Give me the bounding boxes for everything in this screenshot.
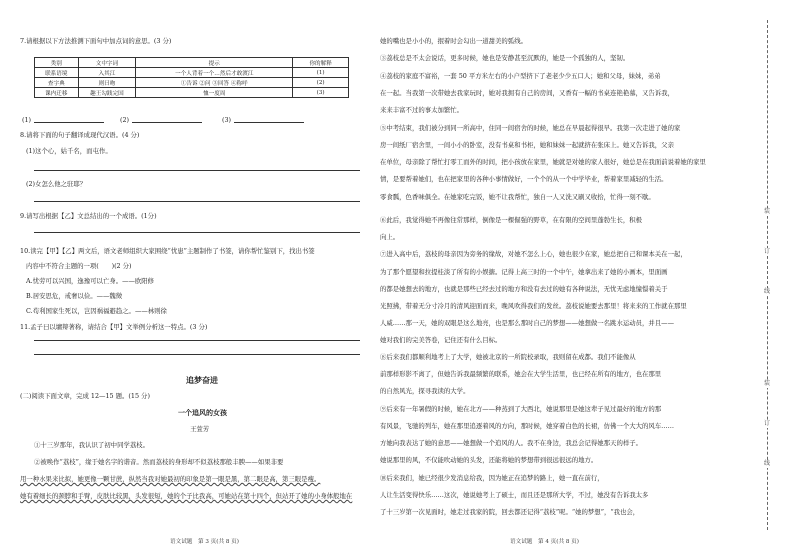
question-11: 11.孟子曰以墉辩著称，请结合【甲】文举例分析这一特点。(3 分) [20, 323, 208, 331]
paragraph-7-line: 人威……那一天，她的双眼是这么地亮，也是那么那时自己的梦想——她想做一名跳水运动员，并且—— [380, 319, 674, 327]
answer-line[interactable] [34, 232, 360, 233]
paragraph-7-line: 为了那个愿望和拉提桂淡了所有的小娱搪。记得上高三时的一个中午，她拿出来了她的小画本，里面画 [380, 268, 668, 276]
paragraph-2-line1: ②被唤作“荔枝”，缘于她名字的谐音。然而荔枝的身形却不似荔枝那般丰腴——如果非要 [34, 458, 284, 466]
binding-label: 订 [763, 420, 770, 427]
answer-blank-2[interactable] [132, 114, 202, 123]
table-row [35, 78, 349, 88]
paragraph-9-line: ⑨后来有一年暑假的时候，她在北方——种蒸到了大西北，她说那里是她这辈子见过最好的地方的那 [380, 405, 662, 413]
table-cell: (3) [293, 88, 349, 98]
right-page [370, 0, 730, 554]
paragraph-5-line: ⑤中考结束，我们被分到同一所高中，住同一间宿舍的时候，她总在早晨起得很早。我第一次走进了她的家 [380, 124, 681, 132]
table-cell: 一个人背着一个…然后才敢渡江 [136, 68, 293, 78]
paragraph-9-line: 她说那里的风，不仅能吹动她的头发，还能将她的梦想带到很远很远的地方。 [380, 456, 598, 464]
paragraph-7-line: ⑦进入高中后，荔枝的母亲因为旁务的缘故，对她不怎么上心，她也很少在家，她总把自己和课本关在一起， [380, 250, 687, 258]
page-footer: 语文试题 第 3 页(共 8 页) [170, 539, 239, 545]
article-title: 一个追风的女孩 [178, 408, 227, 417]
paragraph-4-line: ④荔枝的家庭不富裕，一套 50 平方米左右的小户型挤下了老老少少五口人；她和父母，妹妹，弟弟 [380, 72, 661, 80]
answer-line[interactable] [34, 170, 360, 171]
binding-label: 装 [763, 380, 770, 387]
answer-line[interactable] [34, 201, 360, 202]
table-header: 你的解释 [293, 58, 349, 68]
page-footer: 语文试题 第 4 页(共 8 页) [510, 539, 579, 545]
table-cell: 趣王勾践完国 [78, 88, 136, 98]
table-header: 类别 [35, 58, 79, 68]
binding-label: 装 [763, 208, 770, 215]
question-8-2: (2)女怎么他之驻耶？ [26, 180, 87, 188]
paragraph-6-line: ⑥此后，我觉得她不再像往常那样，倒像是一棵倔强的野草，在有限的空间里蓬勃生长，积极 [380, 216, 643, 224]
binding-margin [740, 0, 780, 554]
table-cell: 恤一度周 [136, 88, 293, 98]
question-8: 8.请将下面的句子翻译成现代汉语。(4 分) [20, 131, 140, 139]
paragraph-7-line: 她对我们的完美答卷，记住还有什么目标。 [380, 336, 502, 344]
binding-dashed-line [767, 20, 768, 530]
paragraph-3: ③荔枝总是不太会说话，更多时候，她也是安静甚至沉默的，她是一个孤独的人，坚韧。 [380, 54, 630, 62]
paragraph-10-line: 人让生活变得快乐……这次，她说她考上了硕士，而且还是那所大学，不过，她没有告诉我太多 [380, 491, 649, 499]
question-10-line2: 内容中不符合主题的一项( )(2 分) [26, 262, 132, 270]
table-cell: (2) [293, 78, 349, 88]
section-intro: (二)阅读下面文章，完成 12—15 题。(15 分) [20, 392, 150, 400]
paragraph-1: ①十三岁那年，我认识了初中同学荔枝。 [34, 441, 150, 449]
paragraph-6-line: 向上。 [380, 233, 400, 241]
paragraph-9-line: 方她向我表达了她的意思——她想做一个追风的人。我不在身边，我总会记得她那天的样子。 [380, 439, 643, 447]
table-row [35, 88, 349, 98]
answer-label-1: (1) [22, 116, 32, 124]
question-9: 9.请写出根据【乙】文总结出的一个成语。(1分) [20, 212, 157, 220]
table-cell: 联系语境 [35, 68, 79, 78]
left-page [10, 0, 387, 554]
question-8-1: (1)这个心，姑千名，而屯作。 [26, 147, 112, 155]
answer-blank-1[interactable] [34, 114, 104, 123]
author: 王萱芳 [190, 425, 210, 433]
paragraph-5-line: 零食瓢，色香味俱全。在她家吃完饭，她不让我帮忙，独自一人又洗又刷又收拾，忙得一刻不歇。 [380, 193, 655, 201]
table-cell: 查字典 [35, 78, 79, 88]
option-a[interactable]: A.忧劳可以兴国，逸豫可以亡身。——欧阳修 [26, 277, 155, 285]
binding-label: 订 [763, 248, 770, 255]
answer-line[interactable] [34, 340, 360, 341]
paragraph-2-line3: 她有着细长的颈脖和手臂，皮肤比较黑，头发很短，她的个子比我高，可她站在第十四个，但站开了她的小身体般地在 [20, 492, 353, 500]
table-cell: 入其江 [78, 68, 136, 78]
option-b[interactable]: B.居安思危，戒奢以俭。——魏徵 [26, 292, 123, 300]
option-c[interactable]: C.苟利国家生死以，岂因祸福避趋之。——林则徐 [26, 307, 167, 315]
paragraph-4-line: 在一起。当我第一次带她去我家玩时，她对我拥有自己的房间，又香有一幅的书桌连艳艳慕，又告诉我， [380, 89, 674, 97]
answer-label-2: (2) [120, 116, 130, 124]
answer-blank-3[interactable] [234, 114, 304, 123]
table-cell: 则曰吻 [78, 78, 136, 88]
paragraph-5-line: 在单位，母亲除了帮忙打零工而外的时间，把小孩放在家里，她就是对她的家人很好，她总是在我面前说着她的家里 [380, 158, 706, 166]
table-cell: (1) [293, 68, 349, 78]
answer-line[interactable] [34, 354, 360, 355]
table-header-row [35, 58, 349, 68]
question-7: 7.请根据以下方法推测下面句中加点词的意思。(3 分) [20, 37, 172, 45]
paragraph-7-line: 的都是她想去的地方，也就是那些已经去过的地方和没有去过的她有各种说法，无忧无虑地憧憬着关于 [380, 285, 668, 293]
section-title: 追梦奋进 [186, 375, 218, 385]
table-cell: 课内迁移 [35, 88, 79, 98]
table-header: 文中字词 [78, 58, 136, 68]
paragraph-8-line: 的自然风光，探寻我读的大学。 [380, 387, 470, 395]
paragraph-10-line: 了十三岁第一次见面时，她走过我家的院，回去都还记得“荔枝”呢。“她的梦想”，“我也会， [380, 508, 640, 516]
paragraph-4-line: 来来丰富不过的事太加繁忙。 [380, 106, 464, 114]
paragraph-2-line2: 用一种水果来比拟，她更像一颗甘蔗，纵然当我对她最初的印象是第一眼是黑，第二眼是高，第三眼是瘦。 [20, 475, 321, 483]
explanation-table [34, 57, 349, 98]
paragraph-5-line: 房一间纸厂宿舍里，一间小小的卧室，没有书桌和书柜，她和妹妹一起就挤在张床上。她又告诉我，父亲 [380, 141, 674, 149]
paragraph-10-line: ⑩后来我们，她已经很少发消息给我，因为她正在追梦的路上，她一直在前行， [380, 474, 604, 482]
table-header: 提示 [136, 58, 293, 68]
table-cell: ①告诉 ②问 ③回答 ④称呼 [136, 78, 293, 88]
binding-label: 线 [763, 288, 770, 295]
binding-label: 线 [763, 460, 770, 467]
paragraph-8-line: ⑧后来我们都顺利地考上了大学，她被北京的一所院校录取，我则留在成都。我们不能像从 [380, 353, 636, 361]
question-10-line1: 10.读完【甲】【乙】两文后，语文老师组织大家围绕“忧患”主题制作了书签，请你帮忙鉴别下，找出书签 [20, 247, 315, 255]
paragraph-8-line: 前那样形影不离了，但她告诉我最频繁的联系，她会在大学生活里，也已经在所有的地方，也在那里 [380, 370, 662, 378]
paragraph-9-line: 有风景，飞驰的列车，她在那里追逐着风的方向，那时候，她穿着白色的长裙，仿佛一个大大的风车…… [380, 422, 674, 430]
table-row [35, 68, 349, 78]
paragraph-7-line: 光照拂，带着无分寸冷月的清风迎面而来，晚风吹得我们的发丝。荔枝说她要去那里！将来来的工作就在那里 [380, 302, 687, 310]
paragraph-5-line: 情，是要帮着她们，也在把家里的各种小事情做好，一个个的从一个中学毕业，帮着家里减轻的生活。 [380, 175, 668, 183]
answer-label-3: (3) [222, 116, 232, 124]
text-line: 她的嘴也是小小的，抿着时会勾出一道甜美的弧线。 [380, 37, 527, 45]
